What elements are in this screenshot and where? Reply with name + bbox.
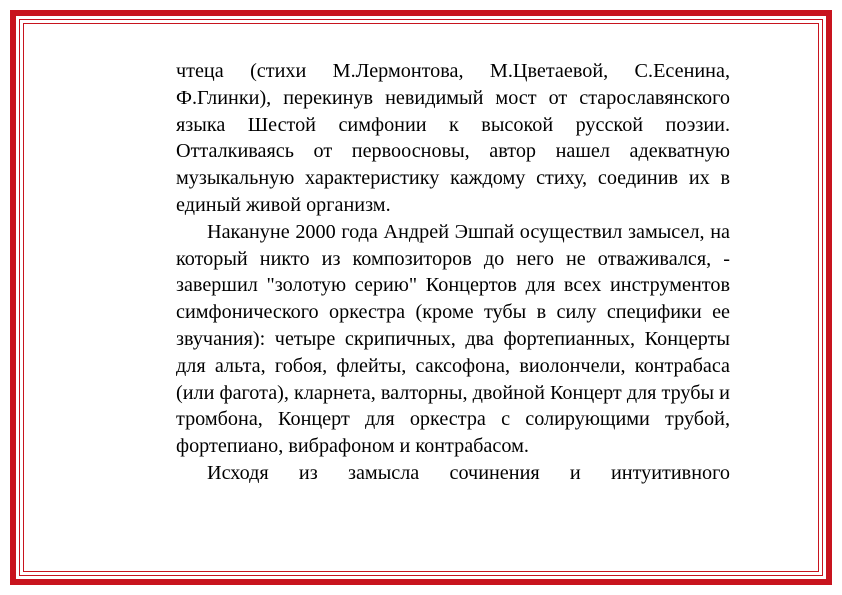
body-text: [176, 58, 730, 487]
paragraph-cutoff: Исходя из замысла сочинения и интуитивного: [207, 461, 730, 484]
paragraph-concertos: Накануне 2000 года Андрей Эшпай осуществил замысел, на который никто из композиторов до него не отваживался, - завершил "золотую серию" Концертов для всех инструментов симфонического оркестра (кроме тубы в силу специфики ее звучания): четыре скрипичных, два фортепианных, Концерты для альта, гобоя, флейты, саксофона, виолончели, контрабаса (или фагота), кларнета, валторны, двойной Концерт для трубы и тромбона, Концерт для оркестра с солирующими трубой, фортепиано, вибрафоном и контрабасом.: [176, 220, 730, 458]
paragraph-continuation: чтеца (стихи М.Лермонтова, М.Цветаевой, С.Есенина, Ф.Глинки), перекинув невидимый мост от старославянского языка Шестой симфонии к высокой русской поэзии. Отталкиваясь от первоосновы, автор нашел адекватную музыкальную характеристику каждому стиху, соединив их в единый живой организм.: [176, 60, 730, 216]
